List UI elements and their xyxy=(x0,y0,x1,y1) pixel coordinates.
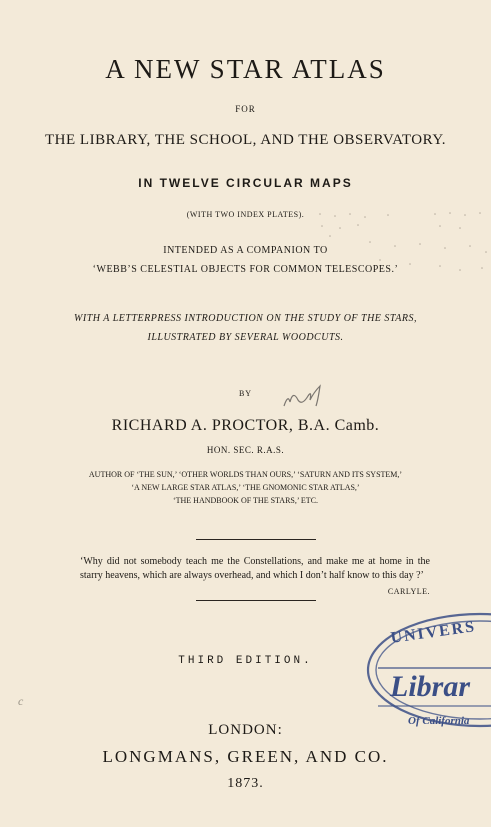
letterpress-line-2: ILLUSTRATED BY SEVERAL WOODCUTS. xyxy=(147,332,344,343)
works-line: ‘THE HANDBOOK OF THE STARS,’ ETC. xyxy=(172,496,319,505)
by-line: BY xyxy=(238,389,253,398)
works-line: AUTHOR OF ‘THE SUN,’ ‘OTHER WORLDS THAN OURS,’ ‘SATURN AND ITS SYSTEM,’ xyxy=(88,470,403,479)
epigraph-attribution: CARLYLE. xyxy=(387,587,430,596)
divider xyxy=(196,600,316,601)
imprint-city: LONDON: xyxy=(208,722,283,738)
author-honorific: HON. SEC. R.A.S. xyxy=(206,445,285,455)
for-line: FOR xyxy=(235,104,256,114)
maps-line: IN TWELVE CIRCULAR MAPS xyxy=(138,176,353,190)
stamp-middle-text: Librar xyxy=(390,670,471,703)
imprint-publisher: LONGMANS, GREEN, AND CO. xyxy=(102,747,389,766)
intended-line-2: ‘WEBB’S CELESTIAL OBJECTS FOR COMMON TELESCOPES.’ xyxy=(92,264,399,275)
pencil-annotation xyxy=(280,380,330,410)
letterpress-line-1: WITH A LETTERPRESS INTRODUCTION ON THE STUDY OF THE STARS, xyxy=(74,313,417,324)
author-name: RICHARD A. PROCTOR, B.A. Camb. xyxy=(111,417,380,434)
epigraph xyxy=(80,555,430,599)
edition-line: THIRD EDITION. xyxy=(178,655,313,667)
divider xyxy=(196,539,316,540)
imprint-year: 1873. xyxy=(227,776,264,791)
stamp-bottom-text: Of California xyxy=(408,715,470,727)
works-line: ‘A NEW LARGE STAR ATLAS,’ ‘THE GNOMONIC STAR ATLAS,’ xyxy=(131,483,360,492)
intended-line-1: INTENDED AS A COMPANION TO xyxy=(163,245,328,256)
book-title: A NEW STAR ATLAS xyxy=(105,54,386,84)
subtitle: THE LIBRARY, THE SCHOOL, AND THE OBSERVATORY. xyxy=(45,132,446,148)
library-stamp xyxy=(360,600,491,740)
margin-mark: c xyxy=(18,694,24,708)
epigraph-text: ‘Why did not somebody teach me the Constellations, and make me at home in the starry heavens, which are always overhead, and which I don’t half know to this day ?’ xyxy=(80,556,430,581)
index-plates-line: (WITH TWO INDEX PLATES). xyxy=(186,210,305,219)
stamp-top-text: UNIVERS xyxy=(389,618,478,647)
